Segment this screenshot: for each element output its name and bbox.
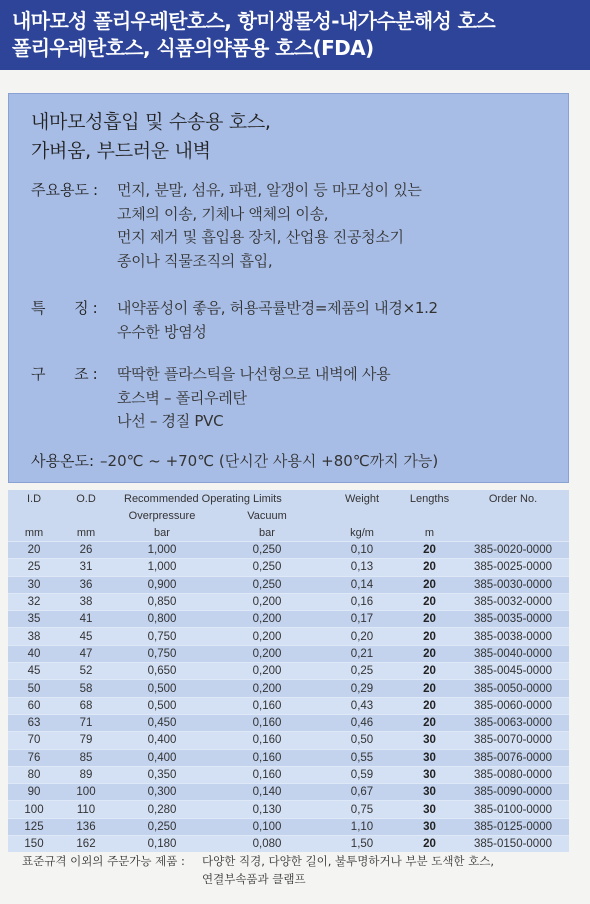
- cell-od: 58: [60, 680, 112, 697]
- temperature-row: [31, 451, 438, 472]
- cell-order-no: 385-0080-0000: [457, 766, 569, 783]
- cell-order-no: 385-0090-0000: [457, 784, 569, 801]
- table-row: [8, 732, 569, 749]
- cell-length: 30: [402, 732, 457, 749]
- table-row: [8, 542, 569, 559]
- usage-line: 먼지, 분말, 섬유, 파편, 알갱이 등 마모성이 있는: [117, 181, 422, 199]
- cell-length: 20: [402, 576, 457, 593]
- cell-vacuum: 0,200: [212, 645, 322, 662]
- features-separator: :: [92, 299, 98, 317]
- cell-overpressure: 0,400: [112, 732, 212, 749]
- header-vacuum: Vacuum: [247, 509, 287, 522]
- unit-overpressure: bar: [154, 526, 170, 539]
- cell-length: 30: [402, 784, 457, 801]
- cell-od: 110: [60, 801, 112, 818]
- usage-lines: [117, 179, 422, 273]
- cell-vacuum: 0,200: [212, 593, 322, 610]
- cell-overpressure: 0,750: [112, 645, 212, 662]
- header-overpressure: Overpressure: [128, 509, 196, 522]
- cell-vacuum: 0,160: [212, 766, 322, 783]
- cell-order-no: 385-0076-0000: [457, 749, 569, 766]
- header-order: Order No.: [488, 492, 538, 505]
- cell-weight: 0,46: [322, 714, 402, 731]
- cell-order-no: 385-0032-0000: [457, 593, 569, 610]
- cell-length: 20: [402, 836, 457, 853]
- header-od: O.D: [76, 492, 96, 505]
- table-row: [8, 576, 569, 593]
- cell-vacuum: 0,080: [212, 836, 322, 853]
- cell-id: 45: [8, 663, 60, 680]
- table-row: [8, 645, 569, 662]
- table-row: [8, 714, 569, 731]
- cell-length: 20: [402, 714, 457, 731]
- table-row: [8, 628, 569, 645]
- cell-weight: 0,29: [322, 680, 402, 697]
- table-subheader-row: [8, 507, 569, 524]
- temperature-label: 사용온도: [31, 452, 89, 470]
- cell-length: 30: [402, 801, 457, 818]
- cell-od: 26: [60, 542, 112, 559]
- table-row: [8, 818, 569, 835]
- cell-weight: 0,13: [322, 559, 402, 576]
- cell-length: 20: [402, 697, 457, 714]
- features-line: 내약품성이 좋음, 허용곡률반경=제품의 내경×1.2: [117, 299, 438, 317]
- cell-weight: 0,50: [322, 732, 402, 749]
- cell-overpressure: 0,180: [112, 836, 212, 853]
- cell-od: 68: [60, 697, 112, 714]
- cell-overpressure: 0,450: [112, 714, 212, 731]
- table-row: [8, 611, 569, 628]
- cell-length: 20: [402, 559, 457, 576]
- unit-lengths: m: [424, 526, 435, 539]
- table-row: [8, 559, 569, 576]
- structure-line: 호스벽 – 폴리우레탄: [117, 388, 247, 407]
- cell-order-no: 385-0025-0000: [457, 559, 569, 576]
- temperature-separator: :: [88, 452, 95, 470]
- footer-label: 표준규격 이외의 주문가능 제품 :: [22, 854, 185, 868]
- table-row: [8, 593, 569, 610]
- structure-label-text: 구 조: [31, 365, 89, 383]
- cell-od: 89: [60, 766, 112, 783]
- table-row: [8, 801, 569, 818]
- cell-id: 90: [8, 784, 60, 801]
- features-label-text: 특 징: [31, 299, 89, 317]
- cell-vacuum: 0,140: [212, 784, 322, 801]
- header-weight: Weight: [344, 492, 380, 505]
- headline-line-2: 가벼움, 부드러운 내벽: [31, 140, 211, 162]
- cell-id: 63: [8, 714, 60, 731]
- cell-length: 30: [402, 749, 457, 766]
- cell-order-no: 385-0063-0000: [457, 714, 569, 731]
- cell-od: 52: [60, 663, 112, 680]
- cell-length: 20: [402, 628, 457, 645]
- footer-line-1: 다양한 직경, 다양한 길이, 불투명하거나 부분 도색한 호스,: [202, 854, 495, 868]
- description-panel: [8, 93, 569, 483]
- cell-overpressure: 0,900: [112, 576, 212, 593]
- cell-od: 79: [60, 732, 112, 749]
- table-row: [8, 680, 569, 697]
- structure-lines: [117, 363, 390, 434]
- cell-vacuum: 0,160: [212, 714, 322, 731]
- usage-label-text: 주요용도: [31, 181, 89, 199]
- cell-weight: 0,16: [322, 593, 402, 610]
- cell-overpressure: 0,350: [112, 766, 212, 783]
- usage-separator: :: [92, 181, 99, 199]
- cell-weight: 0,14: [322, 576, 402, 593]
- cell-vacuum: 0,160: [212, 732, 322, 749]
- cell-vacuum: 0,200: [212, 663, 322, 680]
- cell-length: 20: [402, 593, 457, 610]
- features-label: [31, 298, 98, 319]
- header-lengths: Lengths: [409, 492, 450, 505]
- cell-vacuum: 0,250: [212, 559, 322, 576]
- cell-od: 71: [60, 714, 112, 731]
- cell-id: 32: [8, 593, 60, 610]
- cell-od: 31: [60, 559, 112, 576]
- cell-weight: 0,21: [322, 645, 402, 662]
- cell-od: 47: [60, 645, 112, 662]
- table-row: [8, 836, 569, 853]
- table-row: [8, 766, 569, 783]
- cell-weight: 0,67: [322, 784, 402, 801]
- cell-id: 150: [8, 836, 60, 853]
- cell-order-no: 385-0125-0000: [457, 818, 569, 835]
- cell-order-no: 385-0045-0000: [457, 663, 569, 680]
- cell-weight: 1,50: [322, 836, 402, 853]
- cell-order-no: 385-0070-0000: [457, 732, 569, 749]
- cell-od: 162: [60, 836, 112, 853]
- cell-vacuum: 0,100: [212, 818, 322, 835]
- cell-overpressure: 0,250: [112, 818, 212, 835]
- cell-overpressure: 0,500: [112, 697, 212, 714]
- title-line-1: 내마모성 폴리우레탄호스, 항미생물성-내가수분해성 호스: [12, 9, 496, 33]
- usage-label: [31, 180, 98, 201]
- cell-id: 40: [8, 645, 60, 662]
- headline: [31, 108, 271, 166]
- cell-od: 85: [60, 749, 112, 766]
- cell-weight: 0,59: [322, 766, 402, 783]
- unit-weight: kg/m: [350, 526, 374, 539]
- cell-overpressure: 0,400: [112, 749, 212, 766]
- cell-overpressure: 0,650: [112, 663, 212, 680]
- cell-order-no: 385-0100-0000: [457, 801, 569, 818]
- cell-length: 20: [402, 663, 457, 680]
- cell-od: 41: [60, 611, 112, 628]
- structure-separator: :: [92, 365, 98, 383]
- table-row: [8, 784, 569, 801]
- cell-order-no: 385-0050-0000: [457, 680, 569, 697]
- table-row: [8, 749, 569, 766]
- cell-vacuum: 0,200: [212, 680, 322, 697]
- cell-overpressure: 1,000: [112, 559, 212, 576]
- cell-weight: 0,10: [322, 542, 402, 559]
- cell-order-no: 385-0060-0000: [457, 697, 569, 714]
- title-banner: [0, 0, 590, 70]
- cell-id: 80: [8, 766, 60, 783]
- cell-order-no: 385-0030-0000: [457, 576, 569, 593]
- cell-id: 70: [8, 732, 60, 749]
- cell-vacuum: 0,200: [212, 628, 322, 645]
- usage-line: 종이나 직물조직의 흡입,: [117, 251, 273, 270]
- cell-id: 50: [8, 680, 60, 697]
- cell-overpressure: 0,800: [112, 611, 212, 628]
- table-header-row: [8, 490, 569, 507]
- cell-od: 100: [60, 784, 112, 801]
- table-units-row: [8, 524, 569, 542]
- cell-order-no: 385-0040-0000: [457, 645, 569, 662]
- cell-overpressure: 0,750: [112, 628, 212, 645]
- cell-id: 125: [8, 818, 60, 835]
- structure-line: 나선 – 경질 PVC: [117, 412, 224, 430]
- cell-length: 20: [402, 680, 457, 697]
- header-id: I.D: [26, 492, 42, 505]
- cell-od: 45: [60, 628, 112, 645]
- structure-label: [31, 364, 98, 385]
- cell-vacuum: 0,130: [212, 801, 322, 818]
- cell-id: 30: [8, 576, 60, 593]
- spec-table: [8, 490, 569, 852]
- table-row: [8, 663, 569, 680]
- cell-vacuum: 0,250: [212, 576, 322, 593]
- cell-id: 25: [8, 559, 60, 576]
- cell-vacuum: 0,160: [212, 749, 322, 766]
- unit-id: mm: [24, 526, 44, 539]
- spec-table-container: [8, 490, 569, 851]
- header-limits: Recommended Operating Limits: [124, 492, 282, 505]
- cell-overpressure: 0,300: [112, 784, 212, 801]
- cell-od: 38: [60, 593, 112, 610]
- unit-vacuum: bar: [259, 526, 275, 539]
- cell-overpressure: 0,850: [112, 593, 212, 610]
- cell-od: 136: [60, 818, 112, 835]
- table-body: [8, 542, 569, 853]
- cell-order-no: 385-0038-0000: [457, 628, 569, 645]
- cell-length: 20: [402, 542, 457, 559]
- cell-weight: 0,43: [322, 697, 402, 714]
- cell-overpressure: 0,500: [112, 680, 212, 697]
- cell-weight: 0,20: [322, 628, 402, 645]
- cell-length: 30: [402, 766, 457, 783]
- footer-note: [22, 852, 494, 888]
- unit-od: mm: [76, 526, 96, 539]
- cell-weight: 0,17: [322, 611, 402, 628]
- cell-order-no: 385-0020-0000: [457, 542, 569, 559]
- cell-weight: 1,10: [322, 818, 402, 835]
- cell-id: 60: [8, 697, 60, 714]
- cell-vacuum: 0,160: [212, 697, 322, 714]
- cell-weight: 0,75: [322, 801, 402, 818]
- cell-weight: 0,55: [322, 749, 402, 766]
- cell-od: 36: [60, 576, 112, 593]
- cell-id: 100: [8, 801, 60, 818]
- structure-line: 딱딱한 플라스틱을 나선형으로 내벽에 사용: [117, 365, 391, 383]
- table-row: [8, 697, 569, 714]
- cell-length: 20: [402, 645, 457, 662]
- usage-line: 먼지 제거 및 흡입용 장치, 산업용 진공청소기: [117, 228, 404, 246]
- cell-overpressure: 0,280: [112, 801, 212, 818]
- features-lines: [117, 297, 438, 344]
- cell-overpressure: 1,000: [112, 542, 212, 559]
- headline-line-1: 내마모성흡입 및 수송용 호스,: [31, 111, 271, 133]
- title-line-2: 폴리우레탄호스, 식품의약품용 호스(FDA): [12, 36, 374, 60]
- cell-length: 20: [402, 611, 457, 628]
- cell-weight: 0,25: [322, 663, 402, 680]
- cell-id: 76: [8, 749, 60, 766]
- usage-line: 고체의 이송, 기체나 액체의 이송,: [117, 204, 329, 223]
- features-line: 우수한 방염성: [117, 322, 207, 341]
- cell-vacuum: 0,200: [212, 611, 322, 628]
- cell-vacuum: 0,250: [212, 542, 322, 559]
- temperature-value: –20℃ ~ +70℃ (단시간 사용시 +80℃까지 가능): [100, 452, 439, 470]
- cell-order-no: 385-0035-0000: [457, 611, 569, 628]
- footer-line-2: 연결부속품과 클램프: [202, 872, 306, 886]
- cell-order-no: 385-0150-0000: [457, 836, 569, 853]
- cell-length: 30: [402, 818, 457, 835]
- cell-id: 38: [8, 628, 60, 645]
- cell-id: 20: [8, 542, 60, 559]
- cell-id: 35: [8, 611, 60, 628]
